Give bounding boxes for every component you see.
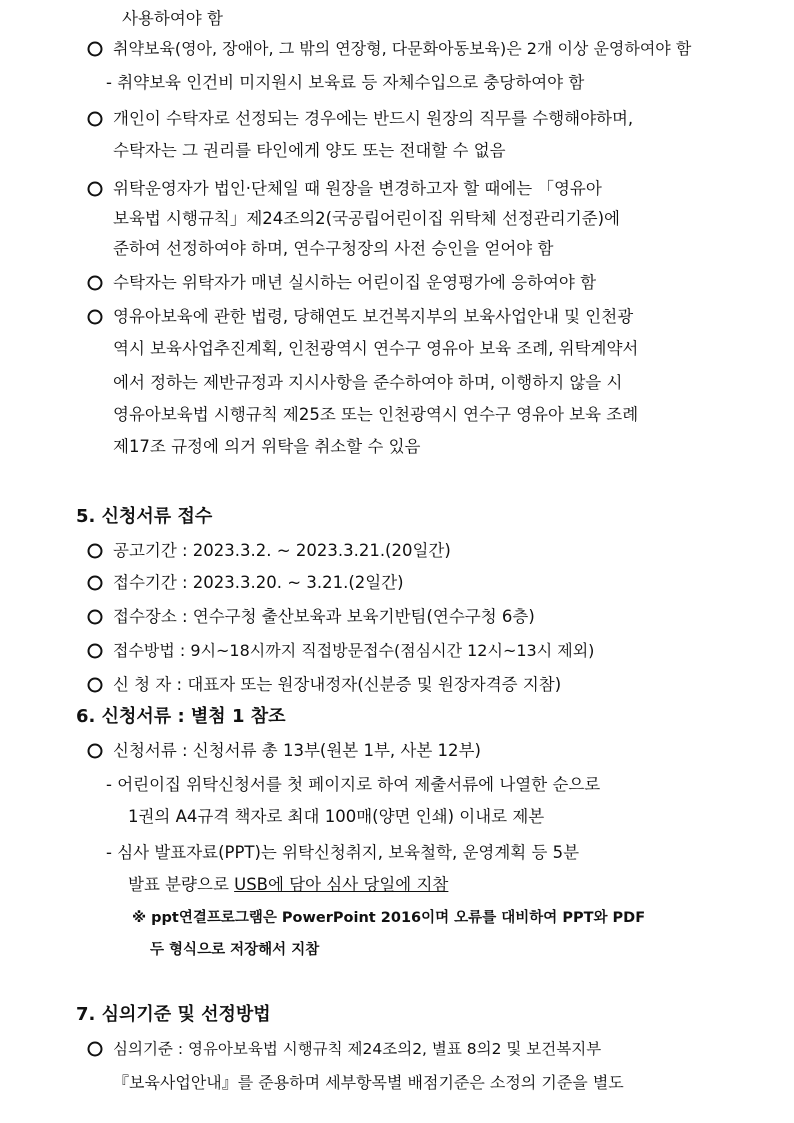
dash-item-cont bbox=[128, 874, 448, 896]
hollow-circle-icon bbox=[86, 574, 104, 592]
hollow-circle-icon bbox=[86, 40, 104, 58]
hollow-circle-icon bbox=[86, 308, 104, 326]
bullet-item-cont: 준하여 선정하여야 하며, 연수구청장의 사전 승인을 얻어야 함 bbox=[113, 239, 554, 258]
hollow-circle-icon bbox=[86, 642, 104, 660]
bullet-item: 수탁자는 위탁자가 매년 실시하는 어린이집 운영평가에 응하여야 함 bbox=[113, 273, 597, 292]
bullet-item-cont: 수탁자는 그 권리를 타인에게 양도 또는 전대할 수 없음 bbox=[113, 141, 506, 160]
bullet-item: 위탁운영자가 법인·단체일 때 원장을 변경하고자 할 때에는 「영유아 bbox=[113, 179, 602, 198]
section-heading: 5. 신청서류 접수 bbox=[76, 506, 213, 527]
bullet-item: 심의기준 : 영유아보육법 시행규칙 제24조의2, 별표 8의2 및 보건복지부 bbox=[113, 1040, 602, 1058]
bullet-item: 접수기간 : 2023.3.20. ~ 3.21.(2일간) bbox=[113, 573, 404, 592]
dash-item-cont: 1권의 A4규격 책자로 최대 100매(양면 인쇄) 이내로 제본 bbox=[128, 807, 545, 826]
bullet-item-cont: 보육법 시행규칙」제24조의2(국공립어린이집 위탁체 선정관리기준)에 bbox=[113, 209, 620, 228]
text-line: 사용하여야 함 bbox=[122, 9, 223, 28]
underlined-text: USB에 담아 심사 당일에 지참 bbox=[234, 875, 449, 894]
hollow-circle-icon bbox=[86, 110, 104, 128]
hollow-circle-icon bbox=[86, 1040, 104, 1058]
hollow-circle-icon bbox=[86, 742, 104, 760]
bullet-item: 취약보육(영아, 장애아, 그 밖의 연장형, 다문화아동보육)은 2개 이상 운영하여야 함 bbox=[113, 39, 692, 58]
bullet-item-cont: 에서 정하는 제반규정과 지시사항을 준수하여야 하며, 이행하지 않을 시 bbox=[113, 373, 623, 392]
section-heading: 6. 신청서류 : 별첨 1 참조 bbox=[76, 706, 286, 727]
bullet-item-cont: 제17조 규정에 의거 위탁을 취소할 수 있음 bbox=[113, 437, 421, 456]
note-line: 두 형식으로 저장해서 지참 bbox=[150, 942, 320, 958]
bullet-item-cont: 영유아보육법 시행규칙 제25조 또는 인천광역시 연수구 영유아 보육 조례 bbox=[113, 405, 639, 424]
dash-item: - 어린이집 위탁신청서를 첫 페이지로 하여 제출서류에 나열한 순으로 bbox=[106, 775, 601, 794]
hollow-circle-icon bbox=[86, 608, 104, 626]
bullet-item-cont: 『보육사업안내』를 준용하며 세부항목별 배점기준은 소정의 기준을 별도 bbox=[113, 1073, 624, 1092]
bullet-item: 신청서류 : 신청서류 총 13부(원본 1부, 사본 12부) bbox=[113, 741, 481, 760]
bullet-item: 공고기간 : 2023.3.2. ~ 2023.3.21.(20일간) bbox=[113, 541, 451, 560]
section-heading: 7. 심의기준 및 선정방법 bbox=[76, 1004, 271, 1025]
text-fragment: 발표 분량으로 bbox=[128, 875, 235, 894]
hollow-circle-icon bbox=[86, 676, 104, 694]
note-line: ※ ppt연결프로그램은 PowerPoint 2016이며 오류를 대비하여 PPT와 PDF bbox=[132, 910, 646, 926]
bullet-item: 접수장소 : 연수구청 출산보육과 보육기반팀(연수구청 6층) bbox=[113, 607, 535, 626]
hollow-circle-icon bbox=[86, 180, 104, 198]
bullet-item: 개인이 수탁자로 선정되는 경우에는 반드시 원장의 직무를 수행해야하며, bbox=[113, 109, 634, 128]
bullet-item: 신 청 자 : 대표자 또는 원장내정자(신분증 및 원장자격증 지참) bbox=[113, 675, 562, 694]
bullet-item: 접수방법 : 9시~18시까지 직접방문접수(점심시간 12시~13시 제외) bbox=[113, 641, 595, 660]
hollow-circle-icon bbox=[86, 274, 104, 292]
dash-item: - 취약보육 인건비 미지원시 보육료 등 자체수입으로 충당하여야 함 bbox=[106, 73, 585, 92]
dash-item: - 심사 발표자료(PPT)는 위탁신청취지, 보육철학, 운영계획 등 5분 bbox=[106, 843, 580, 862]
hollow-circle-icon bbox=[86, 542, 104, 560]
bullet-item-cont: 역시 보육사업추진계획, 인천광역시 연수구 영유아 보육 조례, 위탁계약서 bbox=[113, 339, 639, 358]
bullet-item: 영유아보육에 관한 법령, 당해연도 보건복지부의 보육사업안내 및 인천광 bbox=[113, 307, 634, 326]
